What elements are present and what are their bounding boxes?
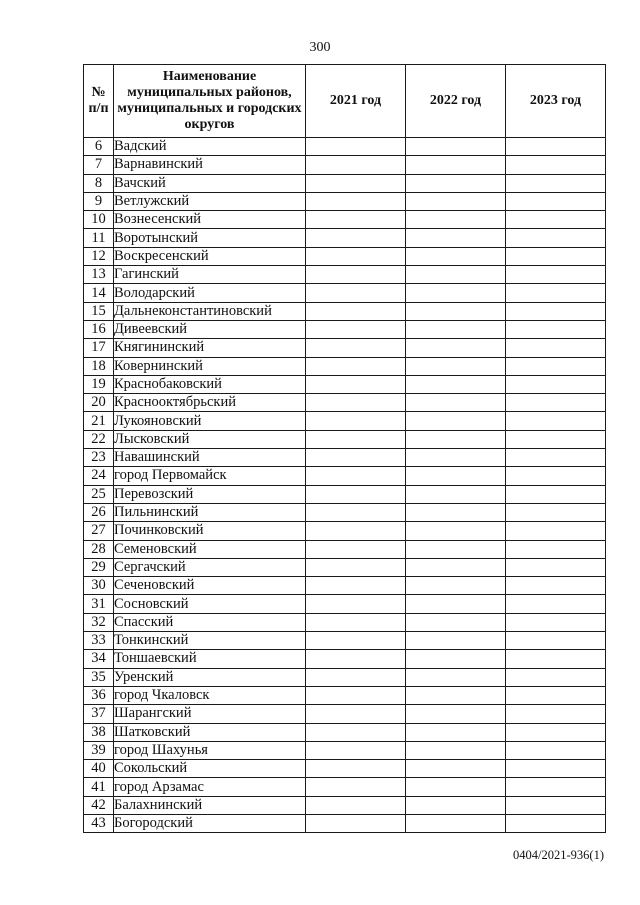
row-number: 15 (84, 302, 114, 320)
row-value-2022 (406, 577, 506, 595)
table-row (84, 339, 606, 357)
row-value-2023 (506, 522, 606, 540)
row-value-2021 (306, 613, 406, 631)
row-value-2022 (406, 156, 506, 174)
row-value-2023 (506, 174, 606, 192)
page-number: 300 (309, 40, 331, 55)
row-value-2022 (406, 760, 506, 778)
document-code: 0404/2021-936(1) (513, 848, 604, 862)
row-value-2022 (406, 467, 506, 485)
row-value-2022 (406, 741, 506, 759)
table-row (84, 156, 606, 174)
row-value-2023 (506, 211, 606, 229)
row-number: 33 (84, 632, 114, 650)
table-row (84, 796, 606, 814)
row-number: 27 (84, 522, 114, 540)
row-value-2022 (406, 814, 506, 832)
row-value-2022 (406, 449, 506, 467)
row-municipality-name: Ветлужский (114, 192, 306, 210)
row-value-2023 (506, 412, 606, 430)
row-value-2023 (506, 449, 606, 467)
row-municipality-name: Краснооктябрьский (114, 394, 306, 412)
table-row (84, 668, 606, 686)
table-row (84, 741, 606, 759)
row-number: 12 (84, 247, 114, 265)
row-municipality-name: Семеновский (114, 540, 306, 558)
row-municipality-name: Лукояновский (114, 412, 306, 430)
header-year-2021: 2021 год (306, 65, 406, 138)
row-value-2023 (506, 741, 606, 759)
row-value-2022 (406, 211, 506, 229)
row-value-2021 (306, 339, 406, 357)
table-row (84, 302, 606, 320)
row-number: 16 (84, 320, 114, 338)
row-number: 28 (84, 540, 114, 558)
row-value-2023 (506, 650, 606, 668)
row-municipality-name: Дивеевский (114, 320, 306, 338)
row-municipality-name: Богородский (114, 814, 306, 832)
table-row (84, 814, 606, 832)
table-row (84, 375, 606, 393)
row-value-2023 (506, 430, 606, 448)
table-row (84, 686, 606, 704)
row-value-2021 (306, 430, 406, 448)
row-value-2021 (306, 741, 406, 759)
row-value-2023 (506, 796, 606, 814)
row-value-2022 (406, 686, 506, 704)
table-row (84, 467, 606, 485)
row-value-2023 (506, 375, 606, 393)
table-row (84, 540, 606, 558)
row-value-2023 (506, 339, 606, 357)
row-value-2021 (306, 284, 406, 302)
row-number: 35 (84, 668, 114, 686)
table-row (84, 284, 606, 302)
row-value-2022 (406, 394, 506, 412)
table-row (84, 558, 606, 576)
row-value-2021 (306, 705, 406, 723)
row-value-2021 (306, 778, 406, 796)
table-row (84, 503, 606, 521)
row-municipality-name: Спасский (114, 613, 306, 631)
row-value-2021 (306, 503, 406, 521)
row-municipality-name: Уренский (114, 668, 306, 686)
row-municipality-name: Краснобаковский (114, 375, 306, 393)
table-row (84, 211, 606, 229)
row-number: 34 (84, 650, 114, 668)
header-name: Наименование муниципальных районов, муниципальных и городских округов (114, 65, 306, 138)
row-number: 18 (84, 357, 114, 375)
row-value-2023 (506, 613, 606, 631)
table-row (84, 778, 606, 796)
row-municipality-name: Вадский (114, 138, 306, 156)
row-value-2022 (406, 302, 506, 320)
row-value-2022 (406, 266, 506, 284)
row-value-2021 (306, 375, 406, 393)
row-number: 25 (84, 485, 114, 503)
row-value-2023 (506, 357, 606, 375)
row-value-2023 (506, 284, 606, 302)
row-value-2023 (506, 632, 606, 650)
row-municipality-name: город Арзамас (114, 778, 306, 796)
row-number: 11 (84, 229, 114, 247)
row-value-2021 (306, 192, 406, 210)
row-value-2023 (506, 138, 606, 156)
row-number: 9 (84, 192, 114, 210)
row-value-2023 (506, 503, 606, 521)
row-value-2022 (406, 138, 506, 156)
row-value-2022 (406, 522, 506, 540)
row-value-2021 (306, 156, 406, 174)
row-value-2022 (406, 284, 506, 302)
row-number: 39 (84, 741, 114, 759)
row-value-2022 (406, 485, 506, 503)
row-number: 24 (84, 467, 114, 485)
table-row (84, 595, 606, 613)
row-number: 21 (84, 412, 114, 430)
table-header-row (84, 65, 606, 138)
row-value-2021 (306, 668, 406, 686)
row-value-2023 (506, 558, 606, 576)
row-value-2023 (506, 778, 606, 796)
row-municipality-name: город Шахунья (114, 741, 306, 759)
row-value-2021 (306, 650, 406, 668)
row-number: 6 (84, 138, 114, 156)
table-body (84, 138, 606, 833)
row-value-2022 (406, 320, 506, 338)
table-row (84, 485, 606, 503)
table-row (84, 320, 606, 338)
table-row (84, 632, 606, 650)
municipalities-table (83, 64, 606, 833)
row-value-2021 (306, 760, 406, 778)
table-row (84, 174, 606, 192)
row-value-2021 (306, 485, 406, 503)
row-value-2021 (306, 686, 406, 704)
row-municipality-name: Навашинский (114, 449, 306, 467)
row-number: 19 (84, 375, 114, 393)
row-municipality-name: Лысковский (114, 430, 306, 448)
row-value-2023 (506, 595, 606, 613)
row-municipality-name: Шатковский (114, 723, 306, 741)
row-value-2022 (406, 595, 506, 613)
row-value-2022 (406, 174, 506, 192)
row-number: 26 (84, 503, 114, 521)
row-value-2022 (406, 796, 506, 814)
row-value-2021 (306, 266, 406, 284)
table-row (84, 577, 606, 595)
row-value-2022 (406, 668, 506, 686)
table-row (84, 522, 606, 540)
row-municipality-name: Тонкинский (114, 632, 306, 650)
row-value-2023 (506, 686, 606, 704)
row-municipality-name: Вознесенский (114, 211, 306, 229)
row-value-2021 (306, 796, 406, 814)
row-value-2023 (506, 394, 606, 412)
row-municipality-name: Гагинский (114, 266, 306, 284)
row-number: 36 (84, 686, 114, 704)
table-row (84, 394, 606, 412)
row-value-2022 (406, 650, 506, 668)
row-municipality-name: Воротынский (114, 229, 306, 247)
row-value-2022 (406, 339, 506, 357)
row-value-2022 (406, 357, 506, 375)
row-value-2021 (306, 723, 406, 741)
row-municipality-name: город Первомайск (114, 467, 306, 485)
table-row (84, 247, 606, 265)
table-row (84, 357, 606, 375)
row-value-2021 (306, 174, 406, 192)
row-number: 22 (84, 430, 114, 448)
row-number: 31 (84, 595, 114, 613)
header-number-symbol: № (91, 85, 106, 100)
row-value-2023 (506, 485, 606, 503)
row-value-2021 (306, 247, 406, 265)
row-value-2021 (306, 412, 406, 430)
table-row (84, 266, 606, 284)
row-municipality-name: Варнавинский (114, 156, 306, 174)
row-value-2022 (406, 375, 506, 393)
row-value-2021 (306, 357, 406, 375)
row-value-2023 (506, 266, 606, 284)
row-municipality-name: Княгининский (114, 339, 306, 357)
table-row (84, 705, 606, 723)
row-number: 10 (84, 211, 114, 229)
table-row (84, 723, 606, 741)
row-value-2023 (506, 247, 606, 265)
row-municipality-name: Балахнинский (114, 796, 306, 814)
row-number: 32 (84, 613, 114, 631)
header-year-2023: 2023 год (506, 65, 606, 138)
row-value-2021 (306, 211, 406, 229)
row-value-2023 (506, 467, 606, 485)
table-row (84, 138, 606, 156)
row-value-2022 (406, 558, 506, 576)
row-municipality-name: Вачский (114, 174, 306, 192)
row-municipality-name: Сокольский (114, 760, 306, 778)
row-value-2021 (306, 302, 406, 320)
row-value-2023 (506, 156, 606, 174)
row-value-2023 (506, 540, 606, 558)
row-number: 38 (84, 723, 114, 741)
row-value-2022 (406, 705, 506, 723)
table-row (84, 760, 606, 778)
row-value-2022 (406, 723, 506, 741)
table-row (84, 613, 606, 631)
header-year-2022: 2022 год (406, 65, 506, 138)
row-number: 17 (84, 339, 114, 357)
row-value-2021 (306, 540, 406, 558)
row-value-2022 (406, 503, 506, 521)
row-value-2022 (406, 430, 506, 448)
row-value-2022 (406, 192, 506, 210)
row-value-2021 (306, 522, 406, 540)
table-row (84, 192, 606, 210)
row-value-2021 (306, 394, 406, 412)
header-number (84, 65, 114, 138)
row-municipality-name: Володарский (114, 284, 306, 302)
row-value-2023 (506, 814, 606, 832)
table-row (84, 650, 606, 668)
row-value-2022 (406, 412, 506, 430)
row-value-2022 (406, 613, 506, 631)
row-value-2023 (506, 705, 606, 723)
row-value-2021 (306, 558, 406, 576)
row-number: 23 (84, 449, 114, 467)
row-municipality-name: Ковернинский (114, 357, 306, 375)
row-number: 14 (84, 284, 114, 302)
row-number: 41 (84, 778, 114, 796)
row-value-2022 (406, 247, 506, 265)
row-value-2022 (406, 229, 506, 247)
row-number: 13 (84, 266, 114, 284)
row-municipality-name: Сосновский (114, 595, 306, 613)
row-value-2023 (506, 229, 606, 247)
row-municipality-name: Пильнинский (114, 503, 306, 521)
row-number: 37 (84, 705, 114, 723)
row-value-2021 (306, 632, 406, 650)
row-municipality-name: Тоншаевский (114, 650, 306, 668)
table-row (84, 412, 606, 430)
row-value-2022 (406, 632, 506, 650)
row-value-2021 (306, 595, 406, 613)
row-value-2022 (406, 778, 506, 796)
row-value-2023 (506, 668, 606, 686)
row-value-2022 (406, 540, 506, 558)
row-value-2021 (306, 138, 406, 156)
row-value-2023 (506, 723, 606, 741)
row-value-2021 (306, 814, 406, 832)
table-row (84, 229, 606, 247)
row-municipality-name: Шарангский (114, 705, 306, 723)
table-row (84, 449, 606, 467)
row-value-2021 (306, 229, 406, 247)
row-number: 40 (84, 760, 114, 778)
row-municipality-name: Дальнеконстантиновский (114, 302, 306, 320)
row-value-2021 (306, 320, 406, 338)
table-row (84, 430, 606, 448)
row-value-2023 (506, 192, 606, 210)
row-value-2023 (506, 320, 606, 338)
row-value-2021 (306, 449, 406, 467)
row-municipality-name: Воскресенский (114, 247, 306, 265)
row-value-2023 (506, 577, 606, 595)
row-number: 43 (84, 814, 114, 832)
row-number: 42 (84, 796, 114, 814)
row-municipality-name: город Чкаловск (114, 686, 306, 704)
row-municipality-name: Сеченовский (114, 577, 306, 595)
row-number: 30 (84, 577, 114, 595)
row-number: 29 (84, 558, 114, 576)
row-municipality-name: Перевозский (114, 485, 306, 503)
header-number-abbr: п/п (88, 101, 109, 116)
row-value-2023 (506, 302, 606, 320)
row-value-2021 (306, 467, 406, 485)
row-number: 8 (84, 174, 114, 192)
row-value-2023 (506, 760, 606, 778)
row-value-2021 (306, 577, 406, 595)
row-municipality-name: Сергачский (114, 558, 306, 576)
row-municipality-name: Починковский (114, 522, 306, 540)
row-number: 7 (84, 156, 114, 174)
row-number: 20 (84, 394, 114, 412)
